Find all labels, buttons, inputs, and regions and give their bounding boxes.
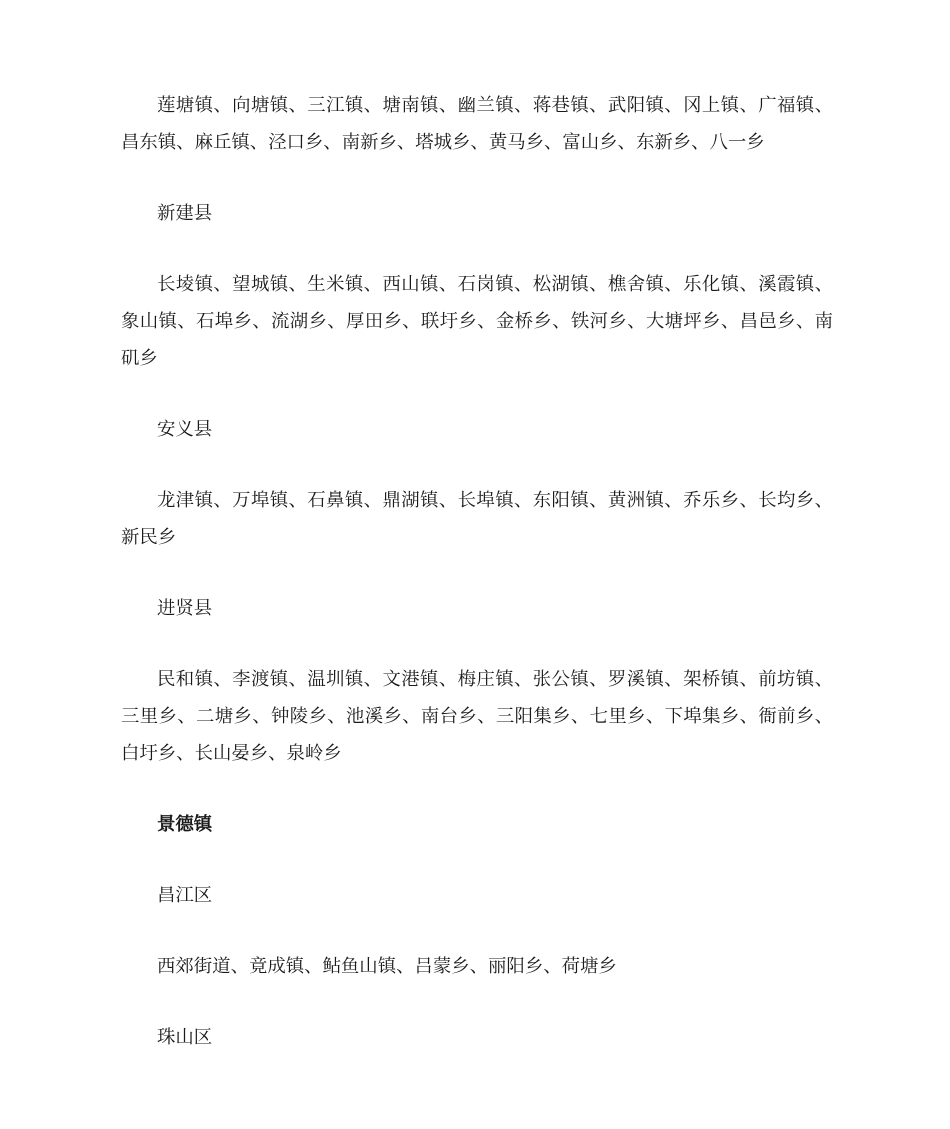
- county-heading-xinjian: 新建县: [157, 203, 213, 224]
- township-list-changjiang: 西郊街道、竟成镇、鲇鱼山镇、吕蒙乡、丽阳乡、荷塘乡: [157, 956, 617, 977]
- district-heading-zhushan: 珠山区: [157, 1027, 213, 1048]
- county-heading-anyi: 安义县: [157, 419, 213, 440]
- township-list-xinjian: 长堎镇、望城镇、生米镇、西山镇、石岗镇、松湖镇、樵舍镇、乐化镇、溪霞镇、象山镇、石埠乡、流湖乡、厚田乡、联圩乡、金桥乡、铁河乡、大塘坪乡、昌邑乡、南矶乡: [121, 274, 833, 369]
- county-heading-jinxian: 进贤县: [157, 598, 213, 619]
- district-heading-changjiang: 昌江区: [157, 885, 213, 906]
- township-list-anyi: 龙津镇、万埠镇、石鼻镇、鼎湖镇、长埠镇、东阳镇、黄洲镇、乔乐乡、长均乡、新民乡: [121, 490, 833, 548]
- city-heading-jingdezhen: 景德镇: [157, 814, 213, 835]
- township-list-nanchang-county: 莲塘镇、向塘镇、三江镇、塘南镇、幽兰镇、蒋巷镇、武阳镇、冈上镇、广福镇、昌东镇、麻丘镇、泾口乡、南新乡、塔城乡、黄马乡、富山乡、东新乡、八一乡: [121, 95, 833, 153]
- township-list-jinxian: 民和镇、李渡镇、温圳镇、文港镇、梅庄镇、张公镇、罗溪镇、架桥镇、前坊镇、三里乡、二塘乡、钟陵乡、池溪乡、南台乡、三阳集乡、七里乡、下埠集乡、衙前乡、白圩乡、长山晏乡、泉岭乡: [121, 669, 833, 764]
- document-body: [121, 87, 833, 1090]
